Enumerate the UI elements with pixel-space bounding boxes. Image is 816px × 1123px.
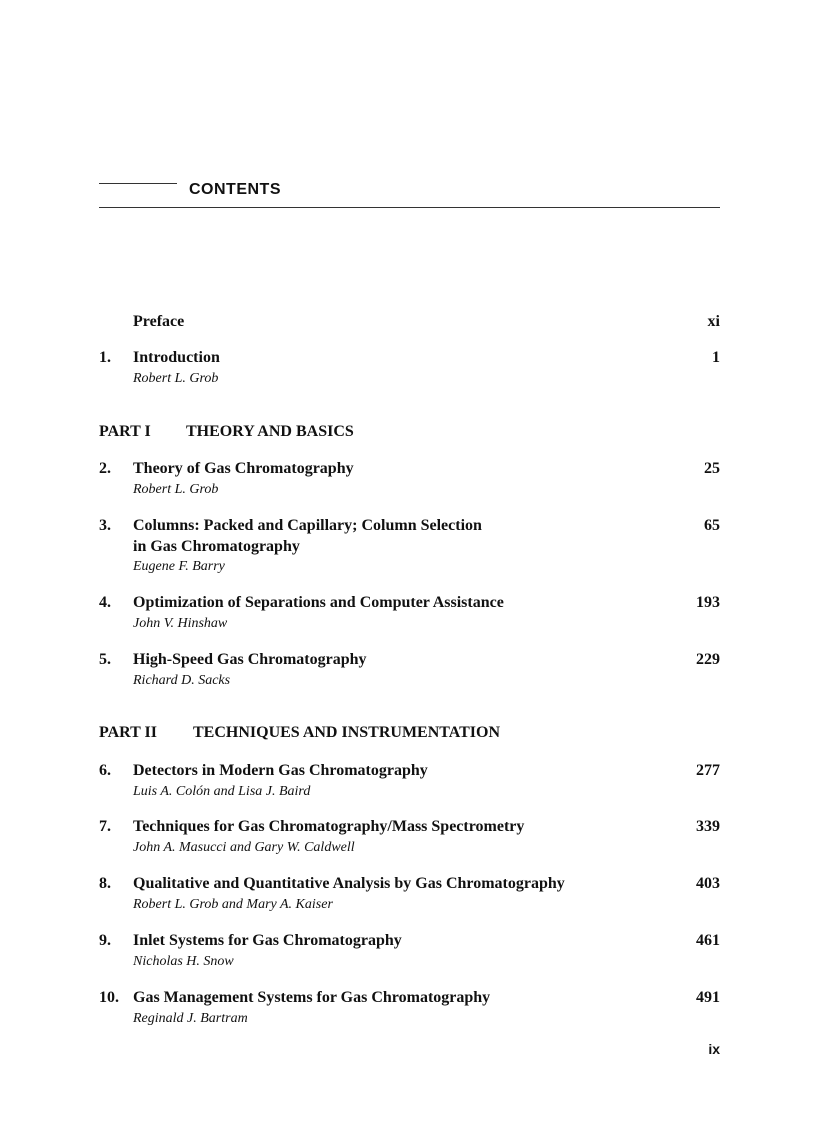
- toc-entry-page: 65: [704, 517, 720, 534]
- toc-entry-number: 4.: [99, 594, 111, 611]
- part-label: PART II: [99, 724, 157, 741]
- toc-entry-title-line-2: in Gas Chromatography: [133, 538, 300, 555]
- toc-entry-page: 491: [696, 989, 720, 1006]
- toc-entry-page: 229: [696, 651, 720, 668]
- toc-entry-number: 3.: [99, 517, 111, 534]
- toc-entry-title-line-1: Columns: Packed and Capillary; Column Selection: [133, 517, 482, 534]
- toc-entry-author: Nicholas H. Snow: [133, 954, 234, 969]
- toc-entry-author: Eugene F. Barry: [133, 559, 225, 574]
- toc-entry-title: Introduction: [133, 349, 220, 366]
- toc-entry-number: 2.: [99, 460, 111, 477]
- toc-entry-title: Gas Management Systems for Gas Chromatography: [133, 989, 491, 1006]
- toc-entry-page: 339: [696, 818, 720, 835]
- toc-entry-author: Robert L. Grob: [133, 371, 219, 386]
- part-heading-1: [99, 421, 354, 442]
- toc-entry-page: 1: [712, 349, 720, 366]
- toc-entry-author: Robert L. Grob and Mary A. Kaiser: [133, 897, 333, 912]
- toc-entry-title: Detectors in Modern Gas Chromatography: [133, 762, 428, 779]
- toc-entry-page: 277: [696, 762, 720, 779]
- toc-entry-page: 193: [696, 594, 720, 611]
- header-short-rule: [99, 183, 177, 184]
- toc-entry-author: John V. Hinshaw: [133, 616, 228, 631]
- toc-entry-number: 5.: [99, 651, 111, 668]
- toc-entry-number: 6.: [99, 762, 111, 779]
- toc-entry-title: Optimization of Separations and Computer Assistance: [133, 594, 504, 611]
- toc-entry-number: 1.: [99, 349, 111, 366]
- toc-entry-title: High-Speed Gas Chromatography: [133, 651, 367, 668]
- toc-entry-title: Preface: [133, 313, 185, 330]
- toc-entry-page: xi: [707, 313, 720, 330]
- toc-entry-title: Qualitative and Quantitative Analysis by Gas Chromatography: [133, 875, 565, 892]
- header-rule: [99, 207, 720, 208]
- toc-entry-page: 403: [696, 875, 720, 892]
- toc-entry-author: Richard D. Sacks: [133, 673, 231, 688]
- part-label: PART I: [99, 423, 151, 440]
- toc-entry-author: Robert L. Grob: [133, 482, 219, 497]
- page-title: CONTENTS: [189, 181, 281, 198]
- toc-entry-number: 7.: [99, 818, 111, 835]
- toc-entry-author: Reginald J. Bartram: [133, 1011, 248, 1026]
- toc-entry-number: 10.: [99, 989, 119, 1006]
- toc-entry-title: Techniques for Gas Chromatography/Mass Spectrometry: [133, 818, 525, 835]
- page-number: ix: [708, 1041, 720, 1057]
- toc-entry-number: 8.: [99, 875, 111, 892]
- toc-entry-number: 9.: [99, 932, 111, 949]
- toc-entry-page: 25: [704, 460, 720, 477]
- toc-entry-title: Theory of Gas Chromatography: [133, 460, 354, 477]
- part-title: TECHNIQUES AND INSTRUMENTATION: [193, 724, 501, 741]
- toc-entry-title: [133, 515, 653, 557]
- part-heading-2: [99, 722, 501, 743]
- toc-entry-author: Luis A. Colón and Lisa J. Baird: [133, 784, 311, 799]
- part-title: THEORY AND BASICS: [186, 423, 354, 440]
- toc-entry-title: Inlet Systems for Gas Chromatography: [133, 932, 402, 949]
- toc-entry-page: 461: [696, 932, 720, 949]
- toc-entry-author: John A. Masucci and Gary W. Caldwell: [133, 840, 355, 855]
